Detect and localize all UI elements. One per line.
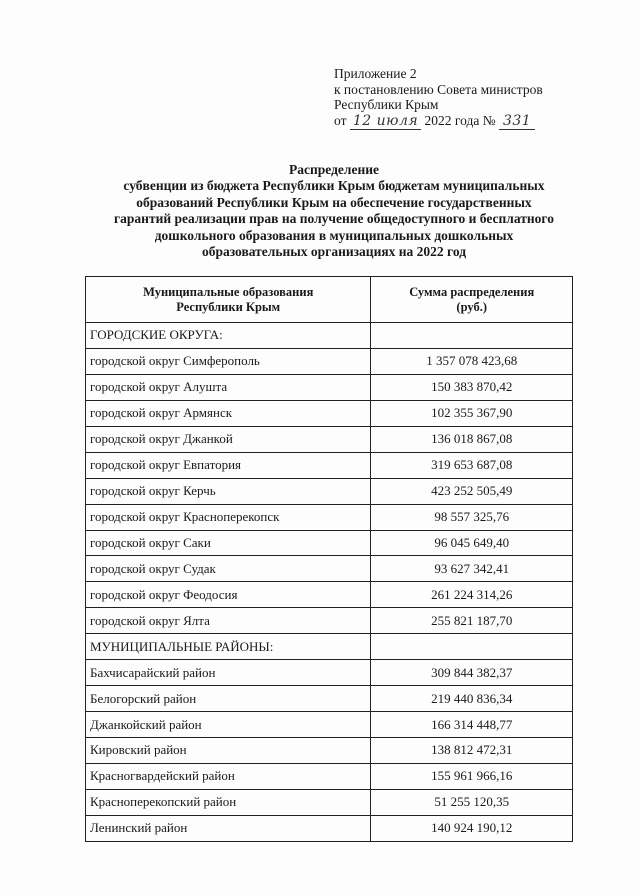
municipality-name: городской округ Керчь bbox=[86, 478, 371, 504]
table-row bbox=[86, 582, 573, 608]
distribution-sum: 261 224 314,26 bbox=[371, 582, 573, 608]
header-municipality-line2: Республики Крым bbox=[176, 299, 281, 314]
distribution-sum: 96 045 649,40 bbox=[371, 530, 573, 556]
distribution-sum: 150 383 870,42 bbox=[371, 374, 573, 400]
table-row bbox=[86, 738, 573, 764]
distribution-sum: 219 440 836,34 bbox=[371, 686, 573, 712]
municipality-name: Белогорский район bbox=[86, 686, 371, 712]
distribution-sum: 309 844 382,37 bbox=[371, 660, 573, 686]
distribution-table bbox=[85, 276, 573, 842]
table-row bbox=[86, 374, 573, 400]
municipality-name: Красноперекопский район bbox=[86, 789, 371, 815]
distribution-sum bbox=[371, 634, 573, 660]
table-row bbox=[86, 686, 573, 712]
distribution-sum: 155 961 966,16 bbox=[371, 763, 573, 789]
distribution-sum: 98 557 325,76 bbox=[371, 504, 573, 530]
title-line-3: образований Республики Крым на обеспечение государственных bbox=[136, 194, 532, 210]
appendix-date-line bbox=[334, 113, 543, 131]
table-header-row bbox=[86, 277, 573, 323]
distribution-sum: 423 252 505,49 bbox=[371, 478, 573, 504]
distribution-sum: 51 255 120,35 bbox=[371, 789, 573, 815]
date-prefix: от bbox=[334, 112, 347, 128]
appendix-republic: Республики Крым bbox=[334, 97, 439, 112]
table-row bbox=[86, 426, 573, 452]
table-row bbox=[86, 323, 573, 349]
municipality-name: Красногвардейский район bbox=[86, 763, 371, 789]
document-title bbox=[80, 162, 588, 260]
table-row bbox=[86, 530, 573, 556]
table-row bbox=[86, 348, 573, 374]
municipality-name: городской округ Ялта bbox=[86, 608, 371, 634]
handwritten-number: 331 bbox=[499, 114, 535, 131]
table-row bbox=[86, 789, 573, 815]
year-text: 2022 года № bbox=[424, 112, 496, 128]
table-row bbox=[86, 556, 573, 582]
municipality-name: Бахчисарайский район bbox=[86, 660, 371, 686]
title-line-5: дошкольного образования в муниципальных дошкольных bbox=[154, 227, 514, 243]
municipality-name: городской округ Армянск bbox=[86, 400, 371, 426]
table-row bbox=[86, 400, 573, 426]
table-row bbox=[86, 478, 573, 504]
distribution-sum: 1 357 078 423,68 bbox=[371, 348, 573, 374]
municipality-name: городской округ Евпатория bbox=[86, 452, 371, 478]
municipality-name: городской округ Феодосия bbox=[86, 582, 371, 608]
distribution-sum: 166 314 448,77 bbox=[371, 712, 573, 738]
municipality-name: городской округ Красноперекопск bbox=[86, 504, 371, 530]
distribution-sum: 255 821 187,70 bbox=[371, 608, 573, 634]
appendix-resolution: к постановлению Совета министров bbox=[334, 81, 543, 97]
table-row bbox=[86, 660, 573, 686]
municipality-name: Кировский район bbox=[86, 738, 371, 764]
header-sum-line2: (руб.) bbox=[456, 299, 487, 314]
header-sum-line1: Сумма распределения bbox=[409, 284, 535, 299]
table-row bbox=[86, 763, 573, 789]
municipality-name: ГОРОДСКИЕ ОКРУГА: bbox=[86, 323, 371, 349]
municipality-name: городской округ Джанкой bbox=[86, 426, 371, 452]
distribution-sum bbox=[371, 323, 573, 349]
table-row bbox=[86, 608, 573, 634]
municipality-name: городской округ Саки bbox=[86, 530, 371, 556]
distribution-sum: 319 653 687,08 bbox=[371, 452, 573, 478]
table-row bbox=[86, 634, 573, 660]
distribution-sum: 136 018 867,08 bbox=[371, 426, 573, 452]
distribution-sum: 138 812 472,31 bbox=[371, 738, 573, 764]
table-row bbox=[86, 504, 573, 530]
appendix-title: Приложение 2 bbox=[334, 66, 417, 81]
header-sum bbox=[371, 277, 573, 323]
title-line-2: субвенции из бюджета Республики Крым бюджетам муниципальных bbox=[123, 178, 545, 194]
header-municipality-line1: Муниципальные образования bbox=[143, 284, 314, 299]
distribution-sum: 102 355 367,90 bbox=[371, 400, 573, 426]
municipality-name: городской округ Судак bbox=[86, 556, 371, 582]
title-line-4: гарантий реализации прав на получение общедоступного и бесплатного bbox=[114, 211, 554, 227]
municipality-name: Ленинский район bbox=[86, 815, 371, 841]
title-line-1: Распределение bbox=[288, 162, 380, 177]
distribution-sum: 93 627 342,41 bbox=[371, 556, 573, 582]
table-row bbox=[86, 815, 573, 841]
municipality-name: городской округ Алушта bbox=[86, 374, 371, 400]
table-body bbox=[86, 323, 573, 842]
municipality-name: Джанкойский район bbox=[86, 712, 371, 738]
title-line-6: образовательных организациях на 2022 год bbox=[201, 244, 467, 260]
appendix-block bbox=[334, 66, 543, 130]
header-municipality bbox=[86, 277, 371, 323]
municipality-name: МУНИЦИПАЛЬНЫЕ РАЙОНЫ: bbox=[86, 634, 371, 660]
table-row bbox=[86, 452, 573, 478]
table-row bbox=[86, 712, 573, 738]
municipality-name: городской округ Симферополь bbox=[86, 348, 371, 374]
distribution-sum: 140 924 190,12 bbox=[371, 815, 573, 841]
handwritten-date: 12 июля bbox=[350, 114, 421, 131]
